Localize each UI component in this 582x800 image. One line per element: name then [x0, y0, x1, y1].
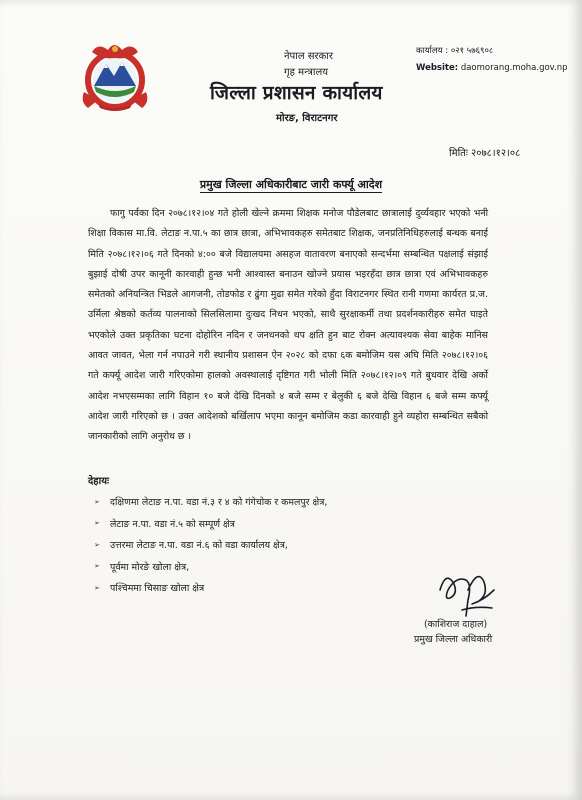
- arrow-bullet-icon: ➢: [94, 583, 100, 592]
- area-text: उत्तरमा लेटाङ न.पा. वडा नं.६ को वडा कार्यालय क्षेत्र,: [110, 540, 288, 552]
- signer-title: प्रमुख जिल्ला अधिकारी: [414, 634, 493, 645]
- office-location: मोरङ, विराटनगर: [276, 113, 338, 124]
- arrow-bullet-icon: ➢: [94, 497, 100, 506]
- list-item: [94, 577, 327, 599]
- letter-subject: [0, 177, 582, 192]
- arrow-bullet-icon: ➢: [94, 519, 100, 528]
- government-name: नेपाल सरकार: [284, 51, 333, 62]
- handwritten-signature: [432, 560, 502, 622]
- area-text: दक्षिणमा लेटाङ न.पा. वडा नं.३ र ४ को गंगेचोक र कमलपुर क्षेत्र,: [110, 497, 328, 509]
- signer-name: (काशिराज दाहाल): [424, 619, 488, 630]
- office-title: जिल्ला प्रशासन कार्यालय: [210, 82, 383, 104]
- letter-date: मितिः २०७८।१२।०८: [449, 148, 521, 159]
- office-website: [416, 63, 568, 73]
- arrow-bullet-icon: ➢: [94, 562, 100, 571]
- list-item: [94, 556, 327, 578]
- curfew-area-list: [94, 491, 327, 599]
- area-text: पूर्वमा मोरङे खोला क्षेत्र,: [110, 561, 190, 573]
- website-label: Website:: [416, 63, 459, 73]
- areas-label: देहायः: [88, 476, 110, 487]
- letter-body: [88, 204, 488, 448]
- nepal-emblem-icon: [78, 40, 152, 112]
- list-item: [94, 534, 327, 556]
- website-url[interactable]: daomorang.moha.gov.np: [460, 63, 568, 73]
- list-item: [94, 491, 327, 513]
- subject-text: प्रमुख जिल्ला अधिकारीबाट जारी कर्फ्यू आदेश: [199, 178, 383, 191]
- area-text: पश्चिममा चिसाङ खोला क्षेत्र: [110, 583, 205, 595]
- office-phone: कार्यालय : ०२१ ५७६९०८: [416, 46, 494, 56]
- area-text: लेटाङ न.पा. वडा नं.५ को सम्पूर्ण क्षेत्र: [110, 518, 235, 530]
- ministry-name: गृह मन्त्रालय: [284, 67, 329, 78]
- body-paragraph: फागु पर्वका दिन २०७८।१२।०४ गते होली खेल्ने क्रममा शिक्षक मनोज पौडेलबाट छात्रालाई दुर्व्यवहार भएको भनी शिक्षा विकास मा.वि. लेटाङ न.पा.५ का छात्र छात्रा, अभिभावकहरु समेतबाट शिक्षक, जनप्रतिनिधिहरुलाई बन्धक बनाई मिति २०७८।१२।०६ गते दिनको ४:०० बजे विद्यालयमा असहज वातावरण बनाएको सन्दर्भमा सम्बन्धित पक्षलाई संझाई बुझाई दोषी उपर कानूनी कारवाही हुन्छ भनी आश्वास्त बनाउन खोज्ने प्रयास भइरहँदा छात्र छात्रा एवं अभिभावकहरु समेतको अनियन्त्रित भिडले आगजनी, तोडफोड र ढुंगा मुढा समेत गरेको हुँदा विराटनगर स्थित रानी गणमा कार्यरत प्र.ज. उर्मिला श्रेष्ठको कर्तव्य पालनाको सिलसिलामा दुःखद निधन भएको, साथै सुरक्षाकर्मी तथा प्रदर्शनकारीहरु समेत घाइते भएकोले उक्त प्रकृतिका घटना दोहोरिन नदिन र जनधनको थप क्षति हुन बाट रोक्न अत्यावश्यक सेवा बाहेक मानिस आवत जावत, भेला गर्न नपाउने गरी स्थानीय प्रशासन ऐन २०२८ को दफा ६क बमोजिम यस अघि मिति २०७८।१२।०६ गते कर्फ्यू आदेश जारी गरिएकोमा हालको अवस्थालाई दृष्टिगत गरी भोली मिति २०७८।१२।०९ गते बुधवार देखि अर्को आदेश नभएसम्मका लागि विहान १० बजे देखि दिनको ४ बजे सम्म र बेलुकी ६ बजे देखि विहान ६ बजे सम्म कर्फ्यू आदेश जारी गरिएको छ । उक्त आदेशको बर्खिलाप भएमा कानून बमोजिम कडा कारवाही हुने व्यहोरा सम्बन्धित सबैको जानकारीको लागि अनुरोध छ ।: [88, 208, 488, 443]
- list-item: [94, 513, 327, 535]
- arrow-bullet-icon: ➢: [94, 540, 100, 549]
